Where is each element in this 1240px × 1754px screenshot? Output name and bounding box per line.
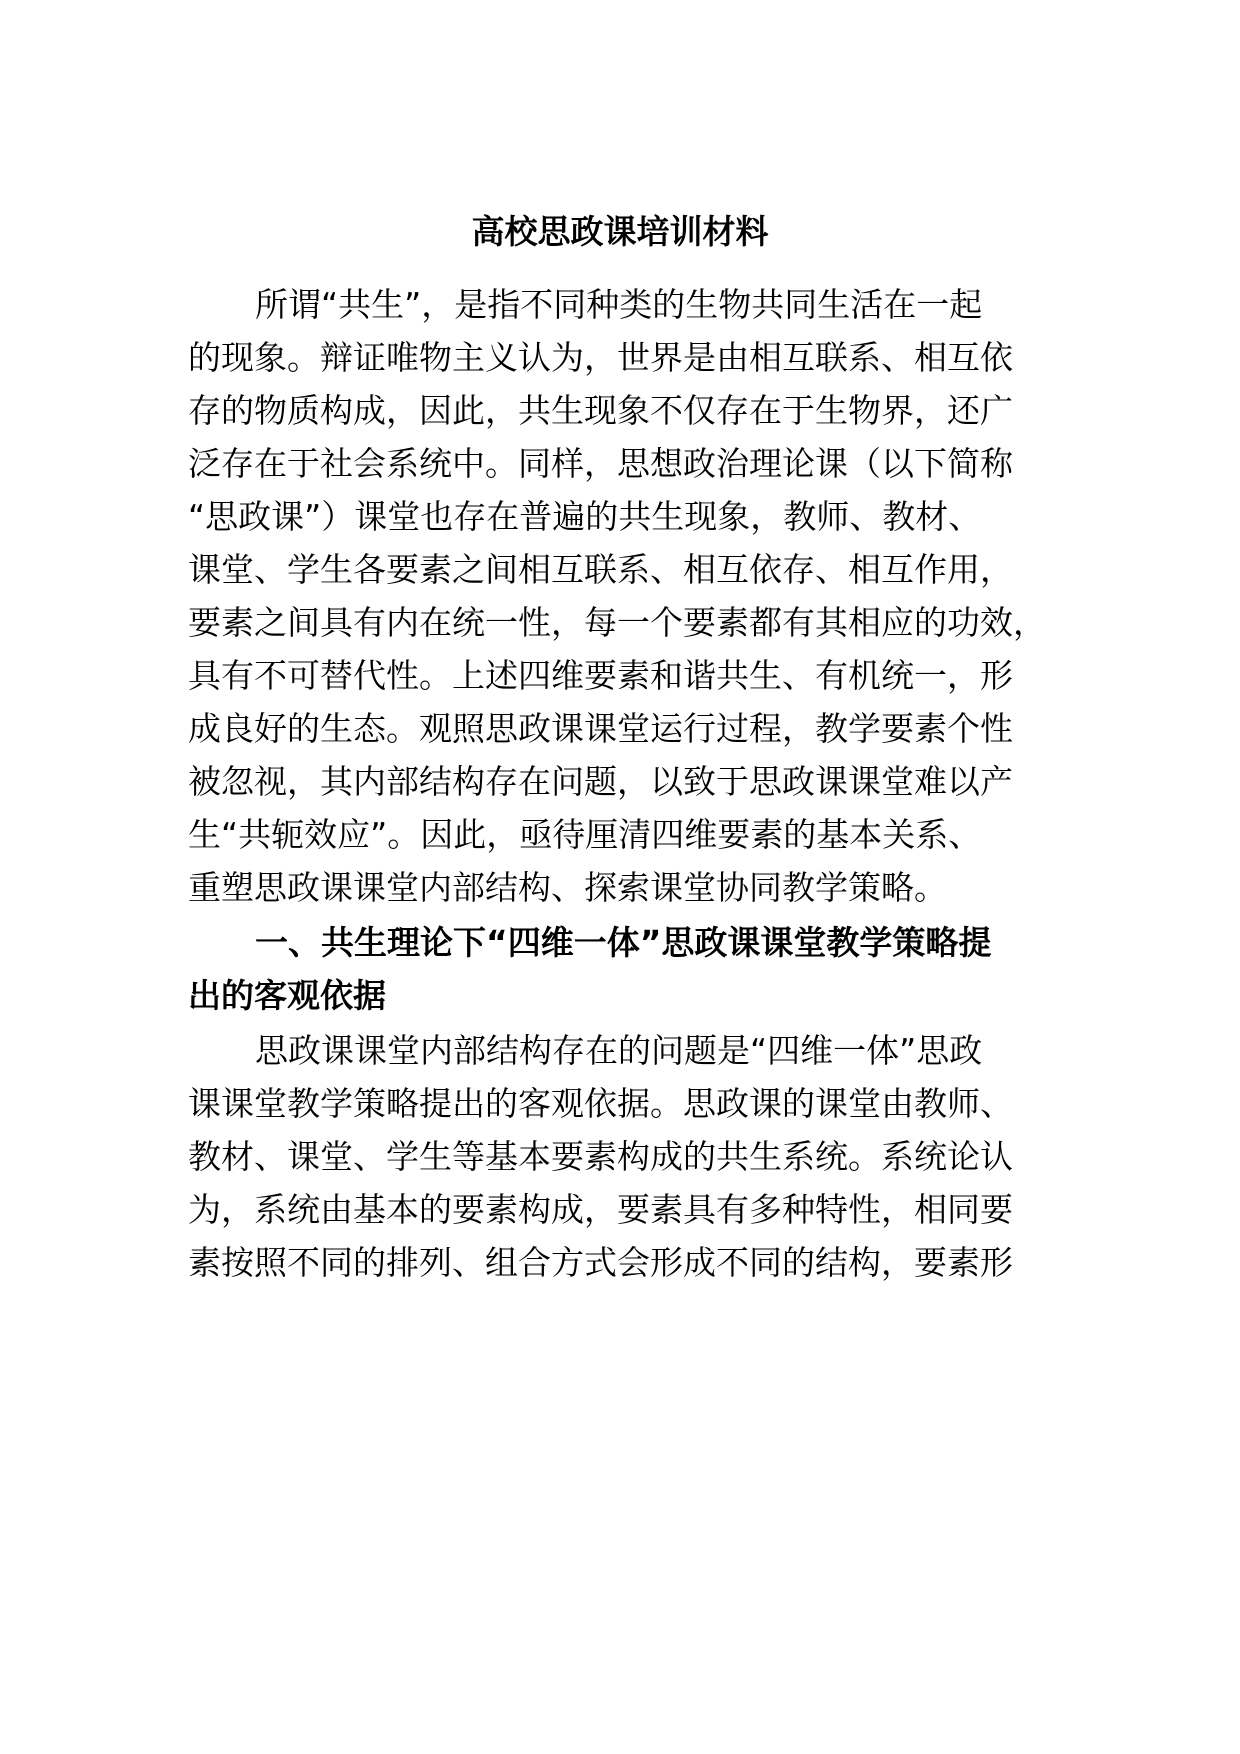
paragraph-1-line-2: 的现象。辩证唯物主义认为，世界是由相互联系、相互依 (188, 338, 1013, 377)
document-title: 高校思政课培训材料 (471, 212, 769, 251)
paragraph-2-line-4: 为，系统由基本的要素构成，要素具有多种特性，相同要 (188, 1190, 1013, 1229)
paragraph-1-line-11: 生“共轭效应”。因此，亟待厘清四维要素的基本关系、 (188, 815, 982, 854)
paragraph-2-line-2: 课课堂教学策略提出的客观依据。思政课的课堂由教师、 (188, 1084, 1013, 1123)
paragraph-1-line-4: 泛存在于社会系统中。同样，思想政治理论课（以下简称 (188, 444, 1013, 483)
paragraph-1-line-10: 被忽视，其内部结构存在问题，以致于思政课课堂难以产 (188, 762, 1013, 801)
paragraph-2-line-5: 素按照不同的排列、组合方式会形成不同的结构，要素形 (188, 1243, 1013, 1282)
paragraph-1-line-8: 具有不可替代性。上述四维要素和谐共生、有机统一，形 (188, 656, 1013, 695)
paragraph-1-line-6: 课堂、学生各要素之间相互联系、相互依存、相互作用， (188, 550, 1013, 589)
heading-1-line-2: 出的客观依据 (188, 976, 386, 1015)
paragraph-1-line-7: 要素之间具有内在统一性，每一个要素都有其相应的功效， (188, 603, 1046, 642)
heading-1-line-1: 一、共生理论下“四维一体”思政课课堂教学策略提 (255, 923, 992, 962)
paragraph-2-line-3: 教材、课堂、学生等基本要素构成的共生系统。系统论认 (188, 1137, 1013, 1176)
paragraph-1-line-3: 存的物质构成，因此，共生现象不仅存在于生物界，还广 (188, 391, 1013, 430)
paragraph-1-line-5: “思政课”）课堂也存在普遍的共生现象，教师、教材、 (188, 497, 982, 536)
paragraph-2-line-1: 思政课课堂内部结构存在的问题是“四维一体”思政 (255, 1031, 983, 1070)
paragraph-1-line-9: 成良好的生态。观照思政课课堂运行过程，教学要素个性 (188, 709, 1013, 748)
paragraph-1-line-1: 所谓“共生”，是指不同种类的生物共同生活在一起 (255, 285, 983, 324)
paragraph-1-line-12: 重塑思政课课堂内部结构、探索课堂协同教学策略。 (188, 868, 947, 907)
